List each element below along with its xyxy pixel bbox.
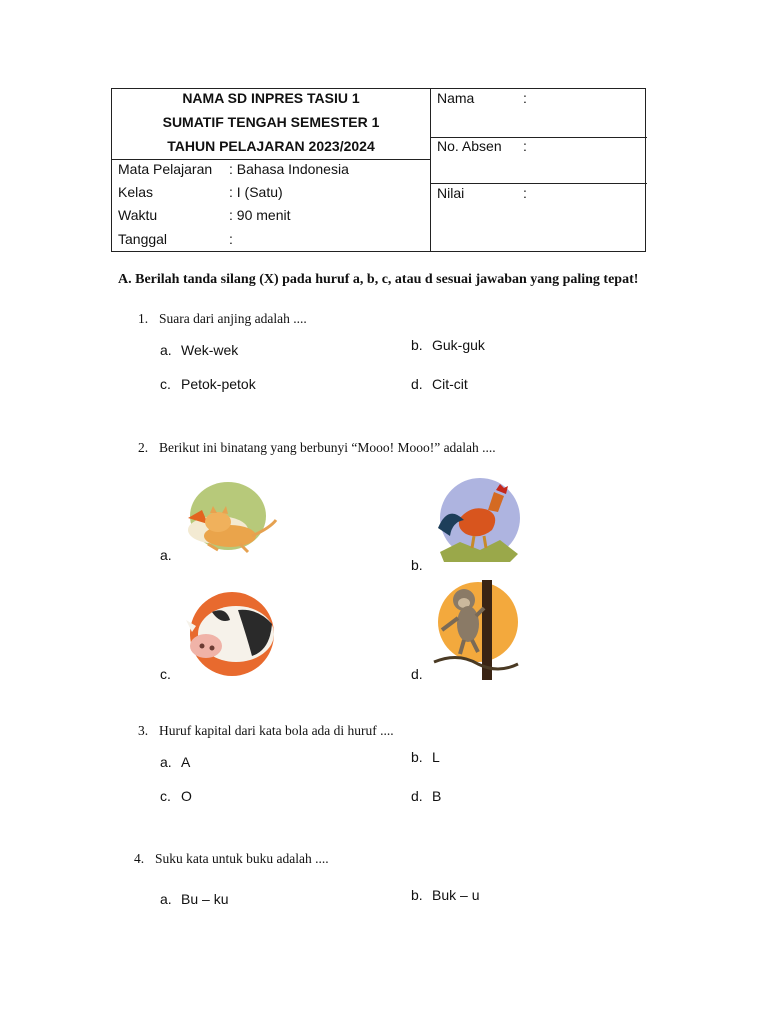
table-divider xyxy=(112,159,430,160)
exam-title: SUMATIF TENGAH SEMESTER 1 xyxy=(162,114,380,130)
question-4 xyxy=(134,851,329,867)
header-table xyxy=(111,88,646,252)
question-number: 3. xyxy=(138,723,149,738)
option-text: Buk – u xyxy=(432,887,480,903)
class-value: : I (Satu) xyxy=(229,184,283,200)
option-text: Petok-petok xyxy=(181,376,256,392)
option-text: Wek-wek xyxy=(181,342,239,358)
option-3a[interactable] xyxy=(160,754,190,770)
option-text: O xyxy=(181,788,192,804)
option-letter: a. xyxy=(160,754,172,770)
option-text: Guk-guk xyxy=(432,337,485,353)
subject-value: : Bahasa Indonesia xyxy=(229,161,349,177)
option-letter: a. xyxy=(160,891,172,907)
option-letter: d. xyxy=(411,666,423,682)
option-2b[interactable] xyxy=(411,557,423,573)
time-value: : 90 menit xyxy=(229,207,291,223)
question-text: Berikut ini binatang yang berbunyi “Mooo! Mooo!” adalah .... xyxy=(159,440,496,455)
option-letter: c. xyxy=(160,666,171,682)
option-text: B xyxy=(432,788,442,804)
question-number: 1. xyxy=(138,311,149,326)
table-divider xyxy=(430,89,431,251)
table-divider xyxy=(430,183,647,184)
absen-colon: : xyxy=(523,138,527,154)
cow-image xyxy=(182,590,282,680)
option-4b[interactable] xyxy=(411,887,479,903)
question-text: Suara dari anjing adalah .... xyxy=(159,311,307,326)
option-3b[interactable] xyxy=(411,749,440,765)
option-letter: b. xyxy=(411,887,423,903)
option-1d[interactable] xyxy=(411,376,468,392)
option-text: Cit-cit xyxy=(432,376,468,392)
question-text: Huruf kapital dari kata bola ada di huruf .... xyxy=(159,723,394,738)
name-label: Nama xyxy=(437,90,475,106)
option-letter: d. xyxy=(411,788,423,804)
school-year: TAHUN PELAJARAN 2023/2024 xyxy=(167,138,375,154)
option-letter: c. xyxy=(160,376,171,392)
name-colon: : xyxy=(523,90,527,106)
option-letter: b. xyxy=(411,749,423,765)
option-2a[interactable] xyxy=(160,547,172,563)
option-1b[interactable] xyxy=(411,337,485,353)
date-value: : xyxy=(229,231,233,247)
option-2c[interactable] xyxy=(160,666,171,682)
school-name: NAMA SD INPRES TASIU 1 xyxy=(182,90,360,106)
option-letter: a. xyxy=(160,342,172,358)
option-letter: b. xyxy=(411,337,423,353)
option-3c[interactable] xyxy=(160,788,192,804)
rooster-image xyxy=(430,474,522,566)
question-2 xyxy=(138,440,496,456)
option-3d[interactable] xyxy=(411,788,441,804)
absen-label: No. Absen xyxy=(437,138,502,154)
option-text: Bu – ku xyxy=(181,891,229,907)
question-1 xyxy=(138,311,307,327)
option-letter: d. xyxy=(411,376,423,392)
question-number: 4. xyxy=(134,851,145,866)
monkey-image xyxy=(428,578,522,682)
date-label: Tanggal xyxy=(118,231,168,247)
option-1a[interactable] xyxy=(160,342,238,358)
option-text: L xyxy=(432,749,440,765)
question-number: 2. xyxy=(138,440,149,455)
option-letter: b. xyxy=(411,557,423,573)
score-colon: : xyxy=(523,185,527,201)
option-2d[interactable] xyxy=(411,666,423,682)
time-label: Waktu xyxy=(118,207,158,223)
question-text: Suku kata untuk buku adalah .... xyxy=(155,851,329,866)
option-letter: a. xyxy=(160,547,172,563)
class-label: Kelas xyxy=(118,184,154,200)
score-label: Nilai xyxy=(437,185,465,201)
option-letter: c. xyxy=(160,788,171,804)
section-a-instruction: A. Berilah tanda silang (X) pada huruf a, b, c, atau d sesuai jawaban yang paling tepat! xyxy=(118,272,639,287)
option-4a[interactable] xyxy=(160,891,228,907)
cat-image xyxy=(178,478,282,560)
question-3 xyxy=(138,723,394,739)
option-text: A xyxy=(181,754,191,770)
subject-label: Mata Pelajaran xyxy=(118,161,213,177)
option-1c[interactable] xyxy=(160,376,256,392)
